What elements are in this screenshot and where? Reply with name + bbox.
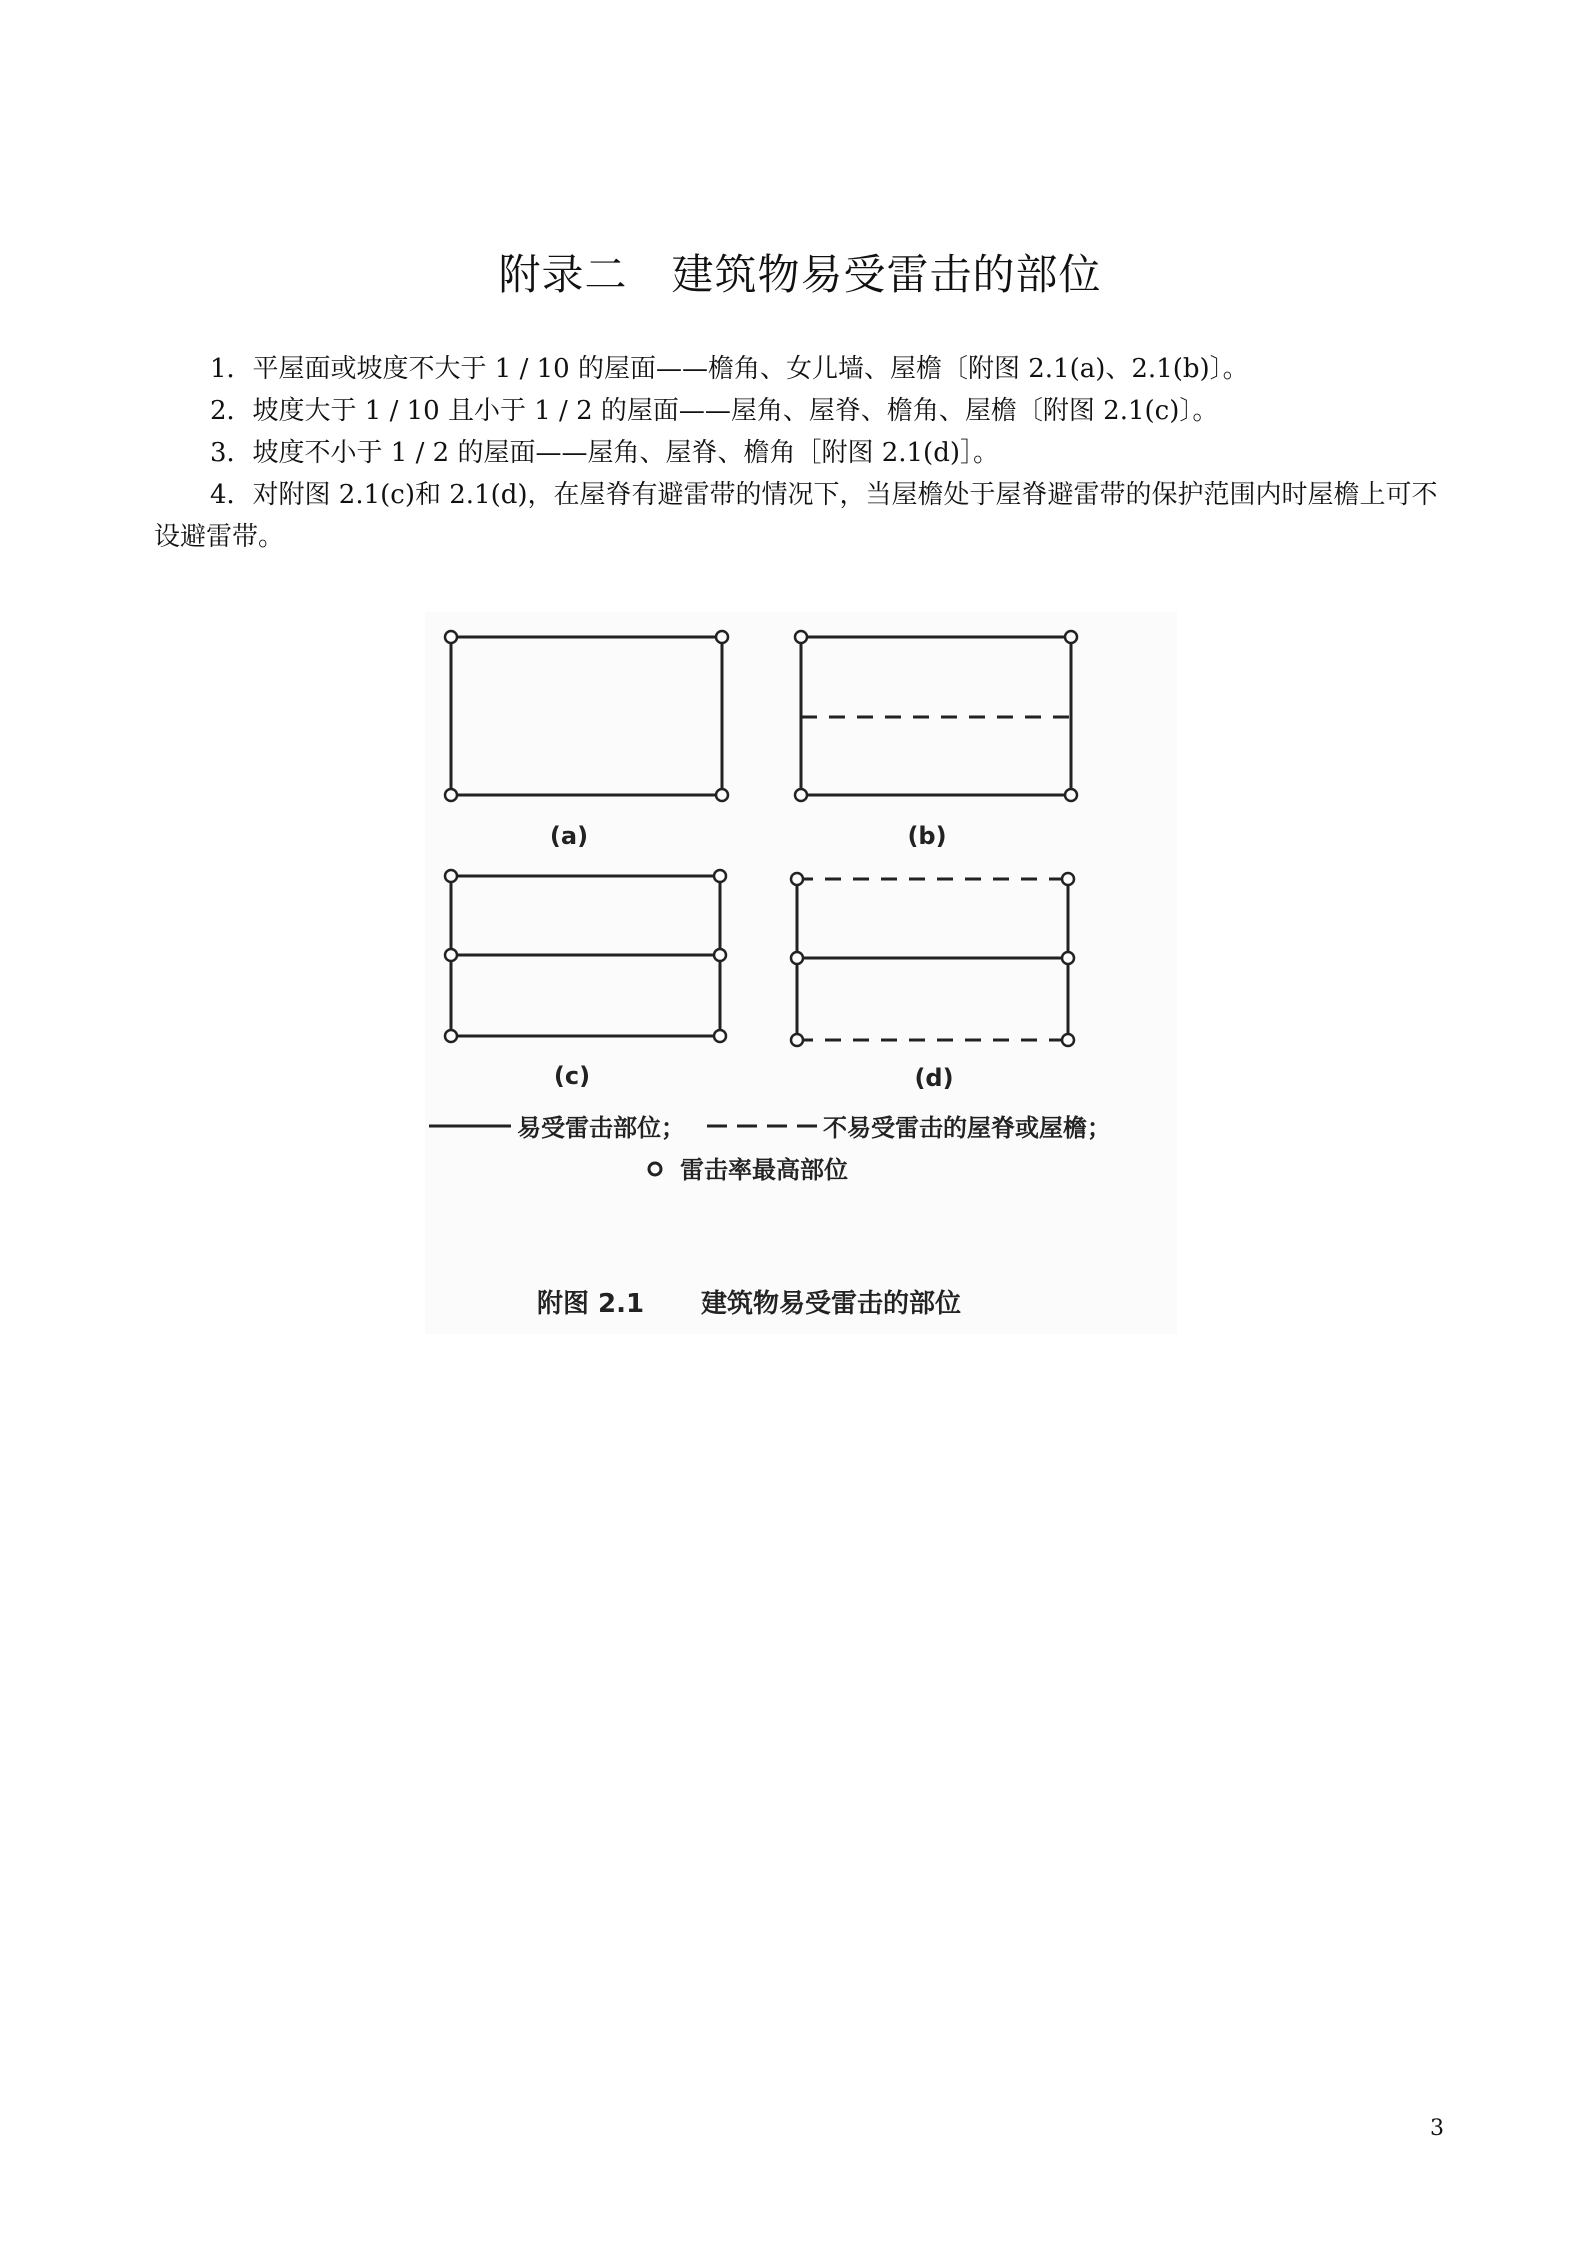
paragraph: 1．平屋面或坡度不大于 1 / 10 的屋面——檐角、女儿墙、屋檐〔附图 2.1(a)、2.1(b)〕。 — [210, 354, 1249, 384]
page-title — [0, 242, 1585, 302]
legend-dashed-text: 不易受雷击的屋脊或屋檐； — [823, 1114, 1111, 1142]
roof-plan-a — [451, 637, 722, 795]
figure-2-1 — [425, 612, 1177, 1334]
caption-number: 附图 2.1 — [537, 1289, 645, 1319]
page-number: 3 — [1430, 2116, 1444, 2141]
label-b: (b) — [907, 822, 947, 850]
legend-solid-text: 易受雷击部位； — [517, 1114, 685, 1142]
legend-circle-text: 雷击率最高部位 — [680, 1156, 848, 1184]
paragraph: 4．对附图 2.1(c)和 2.1(d)，在屋脊有避雷带的情况下，当屋檐处于屋脊避雷带的保护范围内时屋檐上可不设避雷带。 — [154, 480, 1438, 552]
label-c: (c) — [553, 1062, 591, 1090]
label-a: (a) — [549, 822, 589, 850]
legend-circle-icon — [649, 1163, 661, 1175]
lightning-point-circles — [445, 631, 1077, 1046]
label-d: (d) — [914, 1064, 954, 1092]
title-text: 建筑物易受雷击的部位 — [671, 250, 1102, 299]
title-appendix: 附录二 — [498, 250, 628, 299]
paragraph: 2．坡度大于 1 / 10 且小于 1 / 2 的屋面——屋角、屋脊、檐角、屋檐〔附图 2.1(c)〕。 — [210, 396, 1219, 426]
caption-text: 建筑物易受雷击的部位 — [701, 1289, 962, 1319]
figure-diagram — [425, 612, 1177, 1334]
paragraph: 3．坡度不小于 1 / 2 的屋面——屋角、屋脊、檐角［附图 2.1(d)］。 — [210, 438, 999, 468]
body-text — [154, 348, 1446, 558]
